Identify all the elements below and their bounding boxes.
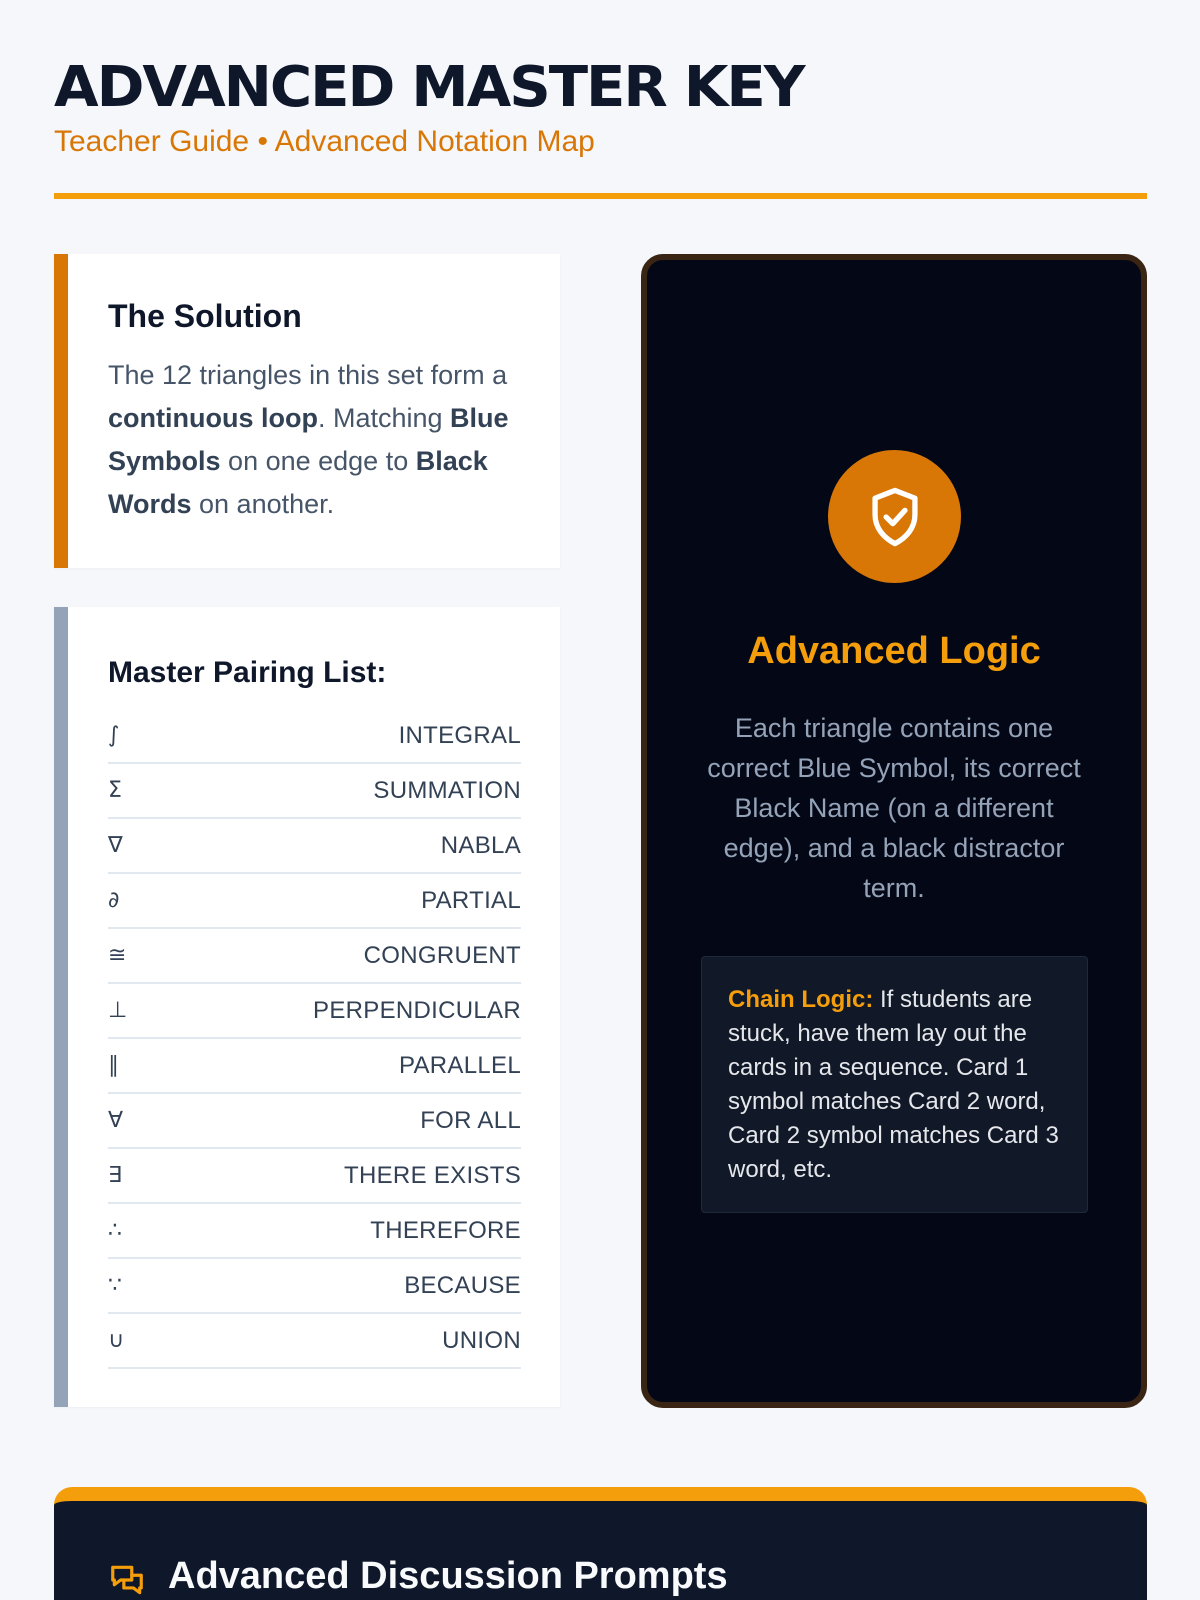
- pair-symbol: ∂: [108, 888, 120, 913]
- solution-text: [108, 354, 528, 526]
- discussion-panel: [54, 1487, 1147, 1600]
- chain-logic-callout: [701, 956, 1088, 1213]
- solution-text-part: on another.: [191, 489, 335, 519]
- advanced-logic-card: [641, 254, 1147, 1408]
- pair-symbol: ∀: [108, 1108, 124, 1133]
- pair-symbol: ∃: [108, 1163, 122, 1188]
- pairing-accent-bar: [54, 607, 68, 1407]
- pair-symbol: Σ: [108, 778, 122, 803]
- pair-row: [108, 1314, 521, 1369]
- pair-row: [108, 1094, 521, 1149]
- solution-emphasis: Black Words: [108, 446, 488, 519]
- shield-icon-badge: [828, 450, 961, 583]
- chain-logic-text: If students are stuck, have them lay out the cards in a sequence. Card 1 symbol matches Card 2 word, Card 2 symbol matches Card 3 word, etc.: [728, 986, 1059, 1183]
- pair-word: THEREFORE: [370, 1216, 521, 1244]
- solution-text-part: on one edge to: [220, 446, 416, 476]
- pair-row: [108, 1039, 521, 1094]
- pair-word: PARALLEL: [398, 1051, 521, 1079]
- logic-title: Advanced Logic: [747, 630, 1041, 672]
- pair-symbol: ∥: [108, 1053, 119, 1078]
- pair-word: THERE EXISTS: [344, 1161, 521, 1189]
- solution-emphasis: Blue Symbols: [108, 403, 509, 476]
- pair-symbol: ≅: [108, 943, 127, 968]
- pair-row: [108, 1149, 521, 1204]
- pair-row: [108, 874, 521, 929]
- solution-emphasis: continuous loop: [108, 403, 318, 433]
- pair-symbol: ∫: [108, 723, 120, 748]
- page-title: ADVANCED MASTER KEY: [54, 55, 804, 120]
- pair-word: NABLA: [440, 831, 521, 859]
- pair-word: INTEGRAL: [398, 721, 521, 749]
- pair-symbol: ∵: [108, 1273, 122, 1298]
- pairing-list: [108, 709, 521, 1369]
- pair-row: [108, 984, 521, 1039]
- pair-symbol: ∴: [108, 1218, 122, 1243]
- pair-row: [108, 1204, 521, 1259]
- page-subtitle: Teacher Guide • Advanced Notation Map: [54, 125, 595, 158]
- pairing-heading: Master Pairing List:: [108, 656, 387, 689]
- pair-row: [108, 1259, 521, 1314]
- logic-description: Each triangle contains one correct Blue Symbol, its correct Black Name (on a different edge), and a black distractor term.: [707, 713, 1081, 903]
- solution-text-part: . Matching: [317, 403, 451, 433]
- pair-row: [108, 764, 521, 819]
- pair-symbol: ∇: [108, 833, 123, 858]
- pair-word: CONGRUENT: [363, 941, 521, 969]
- chain-logic-label: Chain Logic:: [728, 986, 874, 1013]
- pair-word: PARTIAL: [421, 886, 521, 914]
- header-divider: [54, 193, 1147, 199]
- solution-accent-bar: [54, 254, 68, 568]
- discussion-title: Advanced Discussion Prompts: [168, 1555, 728, 1597]
- pairing-list-card: [54, 607, 560, 1407]
- pair-symbol: ∪: [108, 1328, 125, 1353]
- pair-row: [108, 929, 521, 984]
- chat-bubbles-icon: [108, 1561, 146, 1599]
- pair-word: BECAUSE: [404, 1271, 521, 1299]
- pair-row: [108, 819, 521, 874]
- pair-word: FOR ALL: [420, 1106, 521, 1134]
- pair-symbol: ⊥: [108, 998, 128, 1023]
- solution-text-part: The 12 triangles in this set form a: [108, 360, 508, 390]
- pair-row: [108, 709, 521, 764]
- pair-word: SUMMATION: [373, 776, 521, 804]
- pair-word: PERPENDICULAR: [313, 996, 521, 1024]
- pair-word: UNION: [442, 1326, 521, 1354]
- solution-card: [54, 254, 560, 568]
- solution-heading: The Solution: [108, 298, 302, 334]
- shield-check-icon: [868, 486, 922, 548]
- page-header: [54, 56, 1147, 162]
